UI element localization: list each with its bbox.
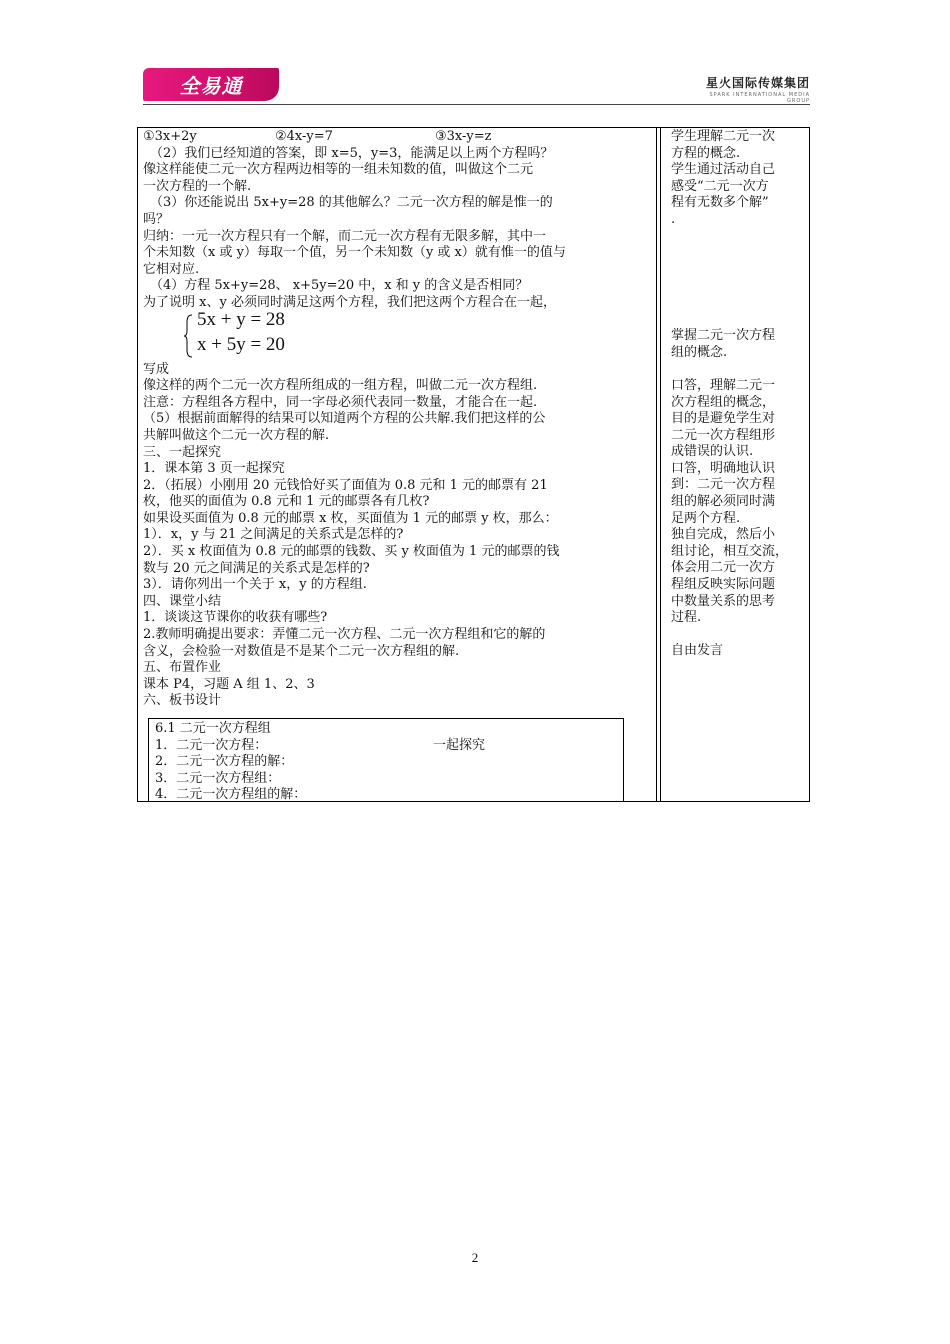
text-line: 如果设买面值为 0.8 元的邮票 x 枚，买面值为 1 元的邮票 y 枚，那么： xyxy=(143,510,558,526)
text-line: 注意：方程组各方程中，同一字母必须代表同一数量，才能合在一起. xyxy=(143,394,538,410)
equation-system xyxy=(143,308,652,362)
brand-logo-right xyxy=(690,74,810,104)
text-line: 共解叫做这个二元一次方程的解. xyxy=(143,427,330,443)
brand-logo-right-cn: 星火国际传媒集团 xyxy=(705,76,810,90)
note-line xyxy=(671,229,807,246)
text-line: （4）方程 5x+y=28、 x+5y=20 中，x 和 y 的含义是否相同？ xyxy=(150,278,529,294)
text-line: 1．课本第 3 页一起探究 xyxy=(143,461,285,477)
note-line: 程组反映实际问题 xyxy=(671,577,776,593)
note-line: 口答，理解二元一 xyxy=(671,377,776,393)
board-explore-label: 一起探究 xyxy=(433,738,486,753)
note-line: 到：二元一次方程 xyxy=(671,477,776,493)
brand-logo-right-en: SPARK INTERNATIONAL MEDIA GROUP xyxy=(709,92,810,104)
board-item: 1．二元一次方程： xyxy=(155,737,268,753)
text-line: （5）根据前面解得的结果可以知道两个方程的公共解.我们把这样的公 xyxy=(143,411,546,427)
note-line: 组的概念. xyxy=(671,344,728,360)
system-equation-1: 5x + y = 28 xyxy=(197,308,285,330)
text-line: 写成 xyxy=(143,361,170,377)
note-line: 口答，明确地认识 xyxy=(671,460,776,476)
lesson-table xyxy=(137,127,810,802)
text-line: 一次方程的一个解. xyxy=(143,178,252,194)
equation-1: ①3x+2y xyxy=(143,129,197,144)
text-line: 2．（拓展）小刚用 20 元钱恰好买了面值为 0.8 元和 1 元的邮票有 21 xyxy=(143,477,548,493)
equation-2: ②4x-y=7 xyxy=(275,129,333,144)
note-line xyxy=(671,361,807,378)
text-line: 归纳：一元一次方程只有一个解，而二元一次方程有无限多解，其中一 xyxy=(143,228,547,244)
note-line: 方程的概念. xyxy=(671,145,741,161)
note-line xyxy=(671,295,807,312)
text-line: 2.教师明确提出要求：弄懂二元一次方程、二元一次方程组和它的解的 xyxy=(143,627,546,643)
text-line: 2）．买 x 枚面值为 0.8 元的邮票的钱数、买 y 枚面值为 1 元的邮票的钱 xyxy=(143,544,560,560)
note-line xyxy=(671,627,807,644)
system-equation-2: x + 5y = 20 xyxy=(197,333,285,355)
column-divider xyxy=(656,128,657,801)
text-line: 枚，他买的面值为 0.8 元和 1 元的邮票各有几枚? xyxy=(143,494,430,510)
board-item: 4．二元一次方程组的解： xyxy=(155,787,307,803)
section-heading: 四、课堂小结 xyxy=(143,593,222,609)
page-number: 2 xyxy=(471,1250,479,1265)
text-line: 课本 P4，习题 A 组 1、2、3 xyxy=(143,676,315,692)
text-line: 含义，会检验一对数值是不是某个二元一次方程组的解. xyxy=(143,643,460,659)
design-intent-column xyxy=(671,129,807,660)
equation-3: ③3x-y=z xyxy=(435,129,492,144)
note-line: 二元一次方程组形 xyxy=(671,427,776,443)
column-divider-inner xyxy=(660,128,661,801)
note-line: 过程. xyxy=(671,610,702,626)
note-line: 程有无数多个解” xyxy=(671,195,769,211)
note-line: 中数量关系的思考 xyxy=(671,593,776,609)
note-line xyxy=(671,245,807,262)
text-line: 像这样能使二元一次方程两边相等的一组未知数的值，叫做这个二元 xyxy=(143,162,534,178)
note-line: 感受“二元一次方 xyxy=(671,178,769,194)
text-line: （3）你还能说出 5x+y=28 的其他解么？二元一次方程的解是惟一的 xyxy=(150,195,553,211)
note-line: 掌握二元一次方程 xyxy=(671,328,776,344)
text-line: 3）．请你列出一个关于 x，y 的方程组. xyxy=(143,577,367,593)
text-line: 像这样的两个二元一次方程所组成的一组方程，叫做二元一次方程组. xyxy=(143,378,538,394)
blackboard-design-box xyxy=(148,718,624,802)
note-line: 目的是避免学生对 xyxy=(671,411,776,427)
text-line: 它相对应. xyxy=(143,261,200,277)
note-line xyxy=(671,312,807,329)
text-line: （2）我们已经知道的答案，即 x=5，y=3，能满足以上两个方程吗？ xyxy=(150,145,554,161)
note-line xyxy=(671,278,807,295)
note-line: 学生理解二元一次 xyxy=(671,129,776,144)
text-line: 个未知数（x 或 y）每取一个值，另一个未知数（y 或 x）就有惟一的值与 xyxy=(143,245,566,261)
header-rule xyxy=(143,104,810,105)
section-heading: 三、一起探究 xyxy=(143,444,222,460)
note-line xyxy=(671,262,807,279)
note-line: 组的解必须同时满 xyxy=(671,494,776,510)
note-line: 组讨论，相互交流， xyxy=(671,543,789,559)
board-title: 6.1 二元一次方程组 xyxy=(155,721,271,736)
section-heading: 五、布置作业 xyxy=(143,660,222,676)
teaching-process-column xyxy=(143,129,652,710)
text-line: 吗？ xyxy=(143,211,170,227)
brand-logo-text: 全易通 xyxy=(179,74,243,98)
text-line: 1）．x，y 与 21 之间满足的关系式是怎样的? xyxy=(143,527,404,543)
board-item: 3．二元一次方程组： xyxy=(155,770,281,786)
note-line: 足两个方程. xyxy=(671,510,741,526)
note-line: 独自完成，然后小 xyxy=(671,527,776,543)
text-line: 1．谈谈这节课你的收获有哪些? xyxy=(143,610,328,626)
text-line: 数与 20 元之间满足的关系式是怎样的? xyxy=(143,560,370,576)
note-line: 次方程组的概念， xyxy=(671,394,776,410)
brace-symbol xyxy=(183,314,193,358)
board-item: 2．二元一次方程的解： xyxy=(155,754,294,770)
section-heading: 六、板书设计 xyxy=(143,693,222,709)
text-line: 为了说明 x、y 必须同时满足这两个方程，我们把这两个方程合在一起， xyxy=(143,294,556,310)
note-line: 体会用二元一次方 xyxy=(671,560,776,576)
note-line: 自由发言 xyxy=(671,643,724,659)
note-line: . xyxy=(671,211,676,227)
note-line: 学生通过活动自己 xyxy=(671,162,776,178)
note-line: 成错误的认识. xyxy=(671,444,754,460)
brand-logo-left xyxy=(143,68,279,101)
equation-examples xyxy=(143,129,652,146)
